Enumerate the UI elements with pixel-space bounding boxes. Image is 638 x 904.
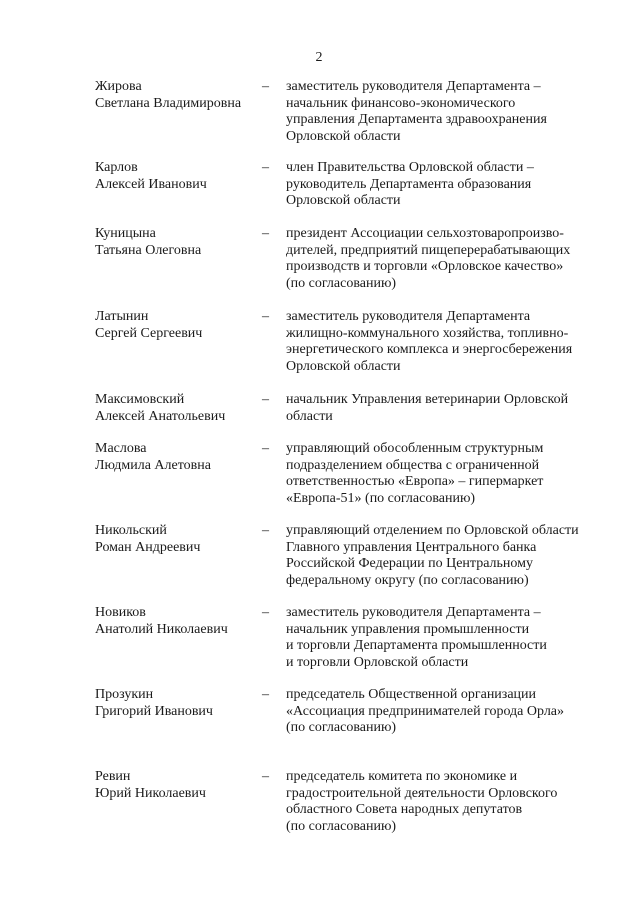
member-given: Юрий Николаевич — [95, 785, 206, 801]
member-position — [286, 687, 596, 737]
member-given: Татьяна Олеговна — [95, 242, 202, 258]
position-line: управляющий обособленным структурным — [286, 441, 544, 456]
member-name — [95, 523, 260, 556]
position-line: Орловской области — [286, 193, 401, 208]
position-line: Орловской области — [286, 358, 401, 374]
position-line: Главного управления Центрального банка — [286, 539, 537, 555]
position-line: (по согласованию) — [286, 275, 397, 291]
page-number: 2 — [315, 50, 323, 65]
position-line: Орловской области — [286, 128, 401, 144]
member-surname: Прозукин — [95, 687, 154, 702]
separator-dash: – — [262, 769, 269, 784]
position-line: федеральному округу (по согласованию) — [286, 572, 529, 588]
member-position — [286, 160, 596, 210]
position-line: градостроительной деятельности Орловского — [286, 785, 558, 801]
position-line: член Правительства Орловской области – — [286, 160, 534, 175]
position-line: жилищно-коммунального хозяйства, топливно- — [286, 325, 569, 341]
position-line: ответственностью «Европа» – гипермаркет — [286, 474, 544, 489]
position-line: «Ассоциация предпринимателей города Орла» — [286, 703, 565, 719]
separator-dash: – — [262, 687, 269, 702]
member-name — [95, 441, 260, 474]
member-given: Светлана Владимировна — [95, 95, 242, 111]
member-given: Сергей Сергеевич — [95, 325, 203, 341]
position-line: начальник управления промышленности — [286, 621, 530, 637]
member-position — [286, 309, 596, 375]
position-line: начальник Управления ветеринарии Орловской — [286, 392, 569, 407]
member-name — [95, 392, 260, 425]
separator-dash: – — [262, 79, 269, 94]
position-line: руководитель Департамента образования — [286, 176, 532, 192]
member-surname: Куницына — [95, 226, 156, 241]
position-line: начальник финансово-экономического — [286, 95, 516, 111]
separator-dash: – — [262, 226, 269, 241]
member-given: Анатолий Николаевич — [95, 621, 228, 637]
position-line: заместитель руководителя Департамента – — [286, 79, 541, 94]
member-position — [286, 769, 596, 835]
position-line: управляющий отделением по Орловской области — [286, 523, 579, 538]
member-position — [286, 226, 596, 292]
member-name — [95, 605, 260, 638]
position-line: председатель Общественной организации — [286, 687, 537, 702]
member-surname: Максимовский — [95, 392, 185, 407]
position-line: «Европа-51» (по согласованию) — [286, 490, 476, 506]
member-given: Григорий Иванович — [95, 703, 213, 719]
member-position — [286, 441, 596, 507]
member-name — [95, 79, 260, 112]
position-line: производств и торговли «Орловское качество» — [286, 259, 564, 274]
member-position — [286, 392, 596, 425]
member-name — [95, 309, 260, 342]
member-given: Людмила Алетовна — [95, 457, 211, 473]
separator-dash: – — [262, 523, 269, 538]
separator-dash: – — [262, 160, 269, 175]
position-line: заместитель руководителя Департамента — [286, 309, 531, 324]
separator-dash: – — [262, 392, 269, 407]
position-line: области — [286, 408, 333, 424]
member-name — [95, 687, 260, 720]
member-given: Алексей Анатольевич — [95, 408, 226, 424]
position-line: дителей, предприятий пищеперерабатывающих — [286, 242, 571, 258]
member-position — [286, 605, 596, 671]
position-line: Российской Федерации по Центральному — [286, 556, 534, 571]
member-name — [95, 226, 260, 259]
member-surname: Ревин — [95, 769, 131, 784]
member-name — [95, 769, 260, 802]
position-line: заместитель руководителя Департамента – — [286, 605, 541, 620]
member-surname: Новиков — [95, 605, 146, 620]
separator-dash: – — [262, 309, 269, 324]
position-line: (по согласованию) — [286, 720, 397, 735]
position-line: энергетического комплекса и энергосбережения — [286, 342, 573, 357]
separator-dash: – — [262, 441, 269, 456]
position-line: подразделением общества с ограниченной — [286, 457, 540, 473]
member-surname: Карлов — [95, 160, 138, 175]
position-line: областного Совета народных депутатов — [286, 802, 523, 817]
position-line: и торговли Департамента промышленности — [286, 638, 547, 653]
position-line: (по согласованию) — [286, 818, 397, 834]
member-surname: Маслова — [95, 441, 147, 456]
position-line: председатель комитета по экономике и — [286, 769, 518, 784]
member-surname: Никольский — [95, 523, 167, 538]
member-given: Алексей Иванович — [95, 176, 207, 192]
member-surname: Жирова — [95, 79, 142, 94]
member-position — [286, 523, 596, 589]
position-line: управления Департамента здравоохранения — [286, 112, 547, 127]
member-surname: Латынин — [95, 309, 149, 324]
member-given: Роман Андреевич — [95, 539, 201, 555]
position-line: и торговли Орловской области — [286, 654, 469, 670]
member-name — [95, 160, 260, 193]
member-position — [286, 79, 596, 145]
separator-dash: – — [262, 605, 269, 620]
position-line: президент Ассоциации сельхозтоваропроизво- — [286, 226, 564, 241]
